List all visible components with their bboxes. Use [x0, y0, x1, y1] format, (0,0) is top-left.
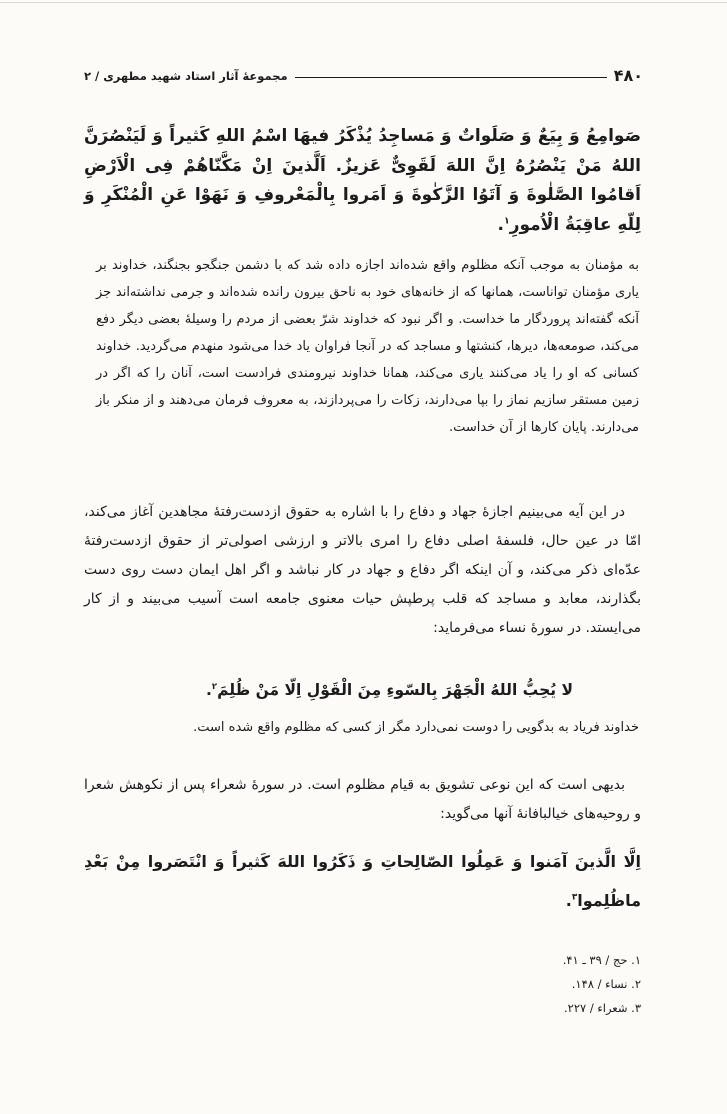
- quran-verse-nisa: [84, 676, 641, 704]
- footnote-ref-1: ۱: [503, 214, 510, 226]
- book-title: مجموعهٔ آثار استاد شهید مطهری / ۲: [84, 68, 288, 83]
- footnote-item: ۳. شعراء / ۲۲۷.: [563, 1001, 641, 1015]
- verse-text: اِلَّا الَّذینَ آمَنوا وَ عَمِلُوا الصّالِحاتِ وَ ذَکَرُوا اللهَ کَثیراً وَ انْتَصَروا مِنْ بَعْدِ ماظُلِموا: [84, 852, 641, 910]
- verse-tail: .: [206, 681, 212, 699]
- scan-edge-artifact: [0, 2, 727, 3]
- verse-text: لا یُحِبُّ اللهُ الْجَهْرَ بِالسّوءِ مِنَ الْقَوْلِ اِلّا مَنْ ظُلِمَ: [217, 681, 573, 699]
- verse-tail: .: [565, 891, 572, 910]
- translation-hajj: به مؤمنان به موجب آنکه مظلوم واقع شده‌اند اجازه داده شد که با دشمن جنگجو بجنگند، خداوند بر یاری مؤمنان تواناست، همانها که از خانه‌های خود به ناحق بیرون رانده شده‌اند و جرمی نداشته‌اند جز آنکه گفته‌اند پروردگار ما خداست. و اگر نبود که خداوند شرّ بعضی از مردم را وسیلهٔ بعضی دیگر دفع می‌کند، صومعه‌ها، دیرها، کنشتها و مساجد که در آنجا فراوان یاد خدا می‌شود منهدم می‌گردید. خداوند کسانی که او را یاد می‌کنند یاری می‌کند، همانا خداوند نیرومندی فرادست است، آنان را که اگر در زمین مستقر سازیم نماز را بپا می‌دارند، زکات را می‌پردازند، به معروف فرمان می‌دهند و از منکر باز می‌دارند. پایان کارها از آن خداست.: [96, 258, 639, 435]
- header-rule: [295, 77, 607, 78]
- quran-verse-hajj: [84, 122, 641, 240]
- verse-text: صَوامِعُ وَ بِیَعٌ وَ صَلَواتٌ وَ مَساجِدُ یُذْکَرُ فیهَا اسْمُ اللهِ کَثیراً وَ لَیَنْصُرَنَّ اللهُ مَنْ یَنْصُرُهُ اِنَّ اللهَ لَقَوِیٌّ عَزیزٌ. اَلَّذینَ اِنْ مَکَّنّاهُمْ فِی الْاَرْضِ اَقامُوا الصَّلٰوةَ وَ آتَوُا الزَّکٰوةَ وَ اَمَروا بِالْمَعْروفِ وَ نَهَوْا عَنِ الْمُنْکَرِ وَ لِلّهِ عاقِبَةُ الْاُمورِ: [84, 126, 641, 235]
- commentary-paragraph-1: در این آیه می‌بینیم اجازهٔ جهاد و دفاع را با اشاره به حقوق ازدست‌رفتهٔ مجاهدین آغاز می‌کند، امّا در عین حال، فلسفهٔ اصلی دفاع را امری بالاتر و ارزشی اصولی‌تر از حقوق ازدست‌رفتهٔ عدّه‌ای ذکر می‌کند، و آن اینکه اگر دفاع و جهاد در کار نباشد و اگر اهل ایمان دست روی دست بگذارند، معابد و مساجد که قلب پرطپش حیات معنوی جامعه است آسیب می‌بیند و از کار می‌ایستد. در سورهٔ نساء می‌فرماید:: [84, 504, 641, 636]
- footnote-ref-3: ۳: [571, 892, 578, 903]
- commentary-paragraph-2: بدیهی است که این نوعی تشویق به قیام مظلوم است. در سورهٔ شعراء پس از نکوهش شعرا و روحیه‌های خیالبافانهٔ آنها می‌گوید:: [84, 777, 641, 822]
- page-header: [84, 66, 643, 85]
- quran-verse-shuara: [84, 842, 641, 920]
- footnote-item: ۱. حج / ۳۹ ـ ۴۱.: [562, 953, 641, 967]
- page-number: ۴۸۰: [613, 66, 643, 85]
- footnotes: [84, 948, 641, 1020]
- translation-nisa: خداوند فریاد به بدگویی را دوست نمی‌دارد مگر از کسی که مظلوم واقع شده است.: [193, 720, 639, 735]
- footnote-item: ۲. نساء / ۱۴۸.: [571, 977, 641, 991]
- verse-tail: .: [497, 214, 504, 235]
- footnote-ref-2: ۲: [211, 681, 218, 692]
